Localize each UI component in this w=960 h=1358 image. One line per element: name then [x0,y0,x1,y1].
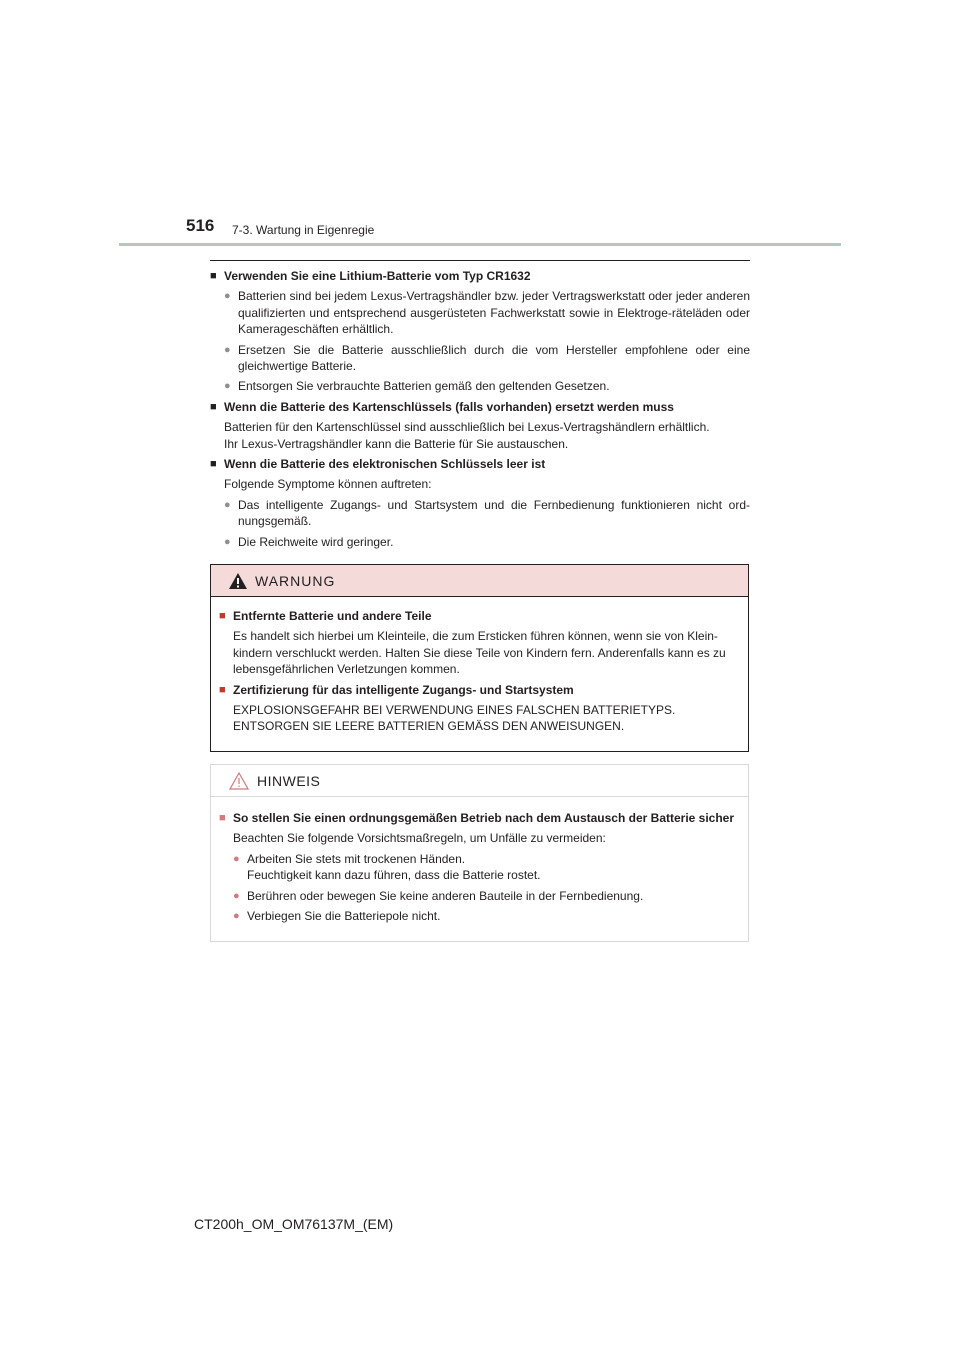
note-intro: Beachten Sie folgende Vorsichtsmaßregeln, um Unfälle zu vermeiden: [233,831,606,846]
warning-body [211,597,748,735]
main-content [210,268,750,554]
caution-triangle-outline-icon [229,772,249,790]
warning-heading: Entfernte Batterie und andere Teile [233,609,432,623]
section-lithium-battery [210,268,750,395]
list-item: ● Batterien sind bei jedem Lexus-Vertragshändler bzw. jeder Vertragswerkstatt oder jeder anderen qualifizierten und entsprechend ausgerüsteten Fachwerkstatt sowie in Elektroge-räteläden oder Kamerageschäften erhältlich. [224,289,750,337]
paragraph: Folgende Symptome können auftreten: [224,477,432,492]
warning-line: EXPLOSIONSGEFAHR BEI VERWENDUNG EINES FALSCHEN BATTERIETYPS. [233,703,676,718]
square-bullet-icon: ■ [219,610,226,622]
list-item: ● Entsorgen Sie verbrauchte Batterien gemäß den geltenden Gesetzen. [224,379,610,394]
note-box [210,764,749,942]
circle-bullet-icon: ● [224,380,231,393]
section-heading: Wenn die Batterie des elektronischen Schlüssels leer ist [224,457,546,472]
content-top-rule [210,260,750,261]
warning-triangle-icon [229,573,247,589]
circle-bullet-icon: ● [233,889,240,902]
section-electronic-key-battery [210,456,750,550]
warning-box [210,564,749,752]
square-bullet-icon: ■ [210,458,217,471]
circle-bullet-icon: ● [224,535,231,548]
warning-header [211,565,748,597]
circle-bullet-icon: ● [233,910,240,923]
square-bullet-icon: ■ [210,400,217,413]
list-item: ● Ersetzen Sie die Batterie ausschließlich durch die vom Hersteller empfohlene oder eine gleichwertige Batterie. [224,342,750,374]
paragraph-line: Batterien für den Kartenschlüssel sind ausschließlich bei Lexus-Vertragshändlern erhältlich. [224,420,710,435]
circle-bullet-icon: ● [224,343,231,356]
warning-text: Es handelt sich hierbei um Kleinteile, die zum Ersticken führen können, wenn sie von Klein-kindern verschluckt werden. Halten Sie diese Teile von Kindern fern. Anderenfalls kann es zu lebensgefährlichen Verletzungen kommen. [233,629,726,677]
note-title: HINWEIS [257,772,321,789]
note-heading: So stellen Sie einen ordnungsgemäßen Betrieb nach dem Austausch der Batterie sicher [233,811,735,825]
section-heading: Wenn die Batterie des Kartenschlüssels (falls vorhanden) ersetzt werden muss [224,399,674,414]
square-bullet-icon: ■ [219,812,226,824]
list-item: ● Arbeiten Sie stets mit trockenen Händen. Feuchtigkeit kann dazu führen, dass die Batterie rostet. [233,851,541,883]
list-item: ● Verbiegen Sie die Batteriepole nicht. [233,909,441,924]
square-bullet-icon: ■ [219,683,226,696]
circle-bullet-icon: ● [233,852,240,865]
note-body [211,797,748,924]
section-title: 7-3. Wartung in Eigenregie [232,223,375,237]
paragraph-line: Ihr Lexus-Vertragshändler kann die Batterie für Sie austauschen. [224,436,569,451]
warning-line: ENTSORGEN SIE LEERE BATTERIEN GEMÄSS DEN ANWEISUNGEN. [233,719,625,734]
section-heading: Verwenden Sie eine Lithium-Batterie vom Typ CR1632 [224,269,531,283]
circle-bullet-icon: ● [224,498,231,511]
header-rule [119,243,841,246]
square-bullet-icon: ■ [210,270,217,282]
note-header [211,765,748,797]
circle-bullet-icon: ● [224,290,231,303]
list-item: ● Berühren oder bewegen Sie keine anderen Bauteile in der Fernbedienung. [233,888,644,903]
warning-heading: Zertifizierung für das intelligente Zugangs- und Startsystem [233,682,574,697]
list-item: ● Die Reichweite wird geringer. [224,534,394,549]
footer-document-code: CT200h_OM_OM76137M_(EM) [194,1216,394,1232]
page-number: 516 [186,216,215,235]
list-item: ● Das intelligente Zugangs- und Startsystem und die Fernbedienung funktionieren nicht ord-nungsgemäß. [224,497,750,529]
warning-title: WARNUNG [255,572,336,589]
section-card-key-battery [210,399,750,452]
